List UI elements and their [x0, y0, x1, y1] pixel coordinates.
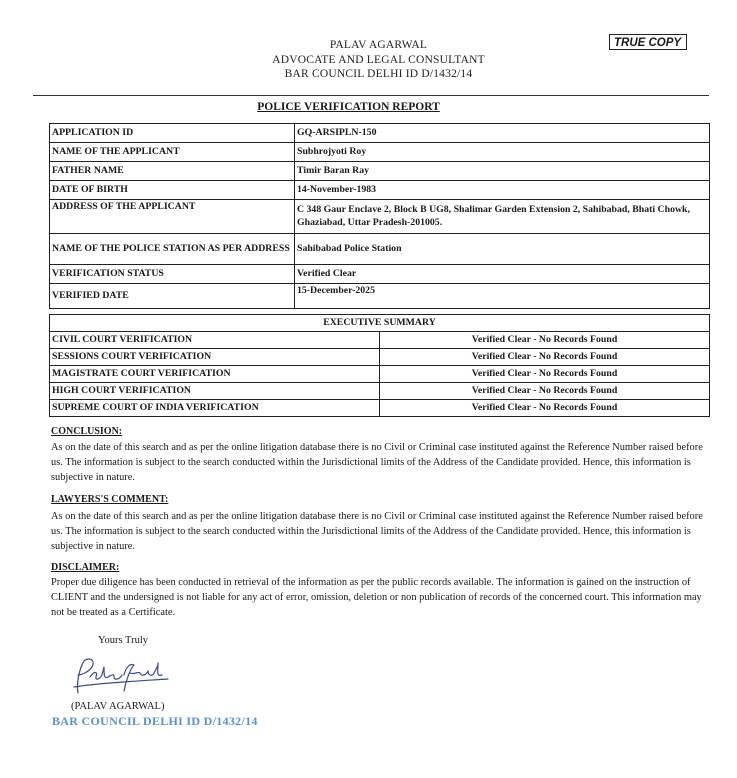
summary-value: Verified Clear - No Records Found [380, 332, 710, 349]
table-row [50, 383, 710, 400]
conclusion-heading: CONCLUSION: [51, 426, 123, 437]
detail-value: Sahibabad Police Station [295, 234, 710, 265]
summary-value: Verified Clear - No Records Found [380, 383, 710, 400]
table-row [50, 332, 710, 349]
summary-label: MAGISTRATE COURT VERIFICATION [50, 366, 380, 383]
table-row [50, 234, 710, 265]
summary-title: EXECUTIVE SUMMARY [50, 315, 710, 332]
detail-label: VERIFIED DATE [50, 284, 295, 309]
applicant-details-table [49, 123, 710, 309]
summary-label: SUPREME COURT OF INDIA VERIFICATION [50, 400, 380, 417]
advocate-designation: ADVOCATE AND LEGAL CONSULTANT [272, 53, 485, 66]
lawyers-comment-text: As on the date of this search and as per the online litigation database there is no Civil or Criminal case instituted against the Reference Number raised before us. The information is subject to the search conducted within the Jurisdictional limits of the Address of the Candidate provided. Hence, this information is subjective in nature. [51, 511, 703, 552]
detail-label: FATHER NAME [50, 162, 295, 181]
detail-label: NAME OF THE POLICE STATION AS PER ADDRESS [50, 234, 295, 265]
detail-value: C 348 Gaur Enclave 2, Block B UG8, Shalimar Garden Extension 2, Sahibabad, Bhati Chowk, Ghaziabad, Uttar Pradesh-201005. [295, 200, 710, 234]
table-row [50, 284, 710, 309]
summary-value: Verified Clear - No Records Found [380, 366, 710, 383]
summary-value: Verified Clear - No Records Found [380, 349, 710, 366]
header-divider [33, 95, 709, 96]
table-row [50, 366, 710, 383]
true-copy-stamp: TRUE COPY [609, 34, 687, 50]
detail-label: ADDRESS OF THE APPLICANT [50, 200, 295, 234]
summary-value: Verified Clear - No Records Found [380, 400, 710, 417]
table-row [50, 143, 710, 162]
detail-value: 14-November-1983 [295, 181, 710, 200]
detail-value: Timir Baran Ray [295, 162, 710, 181]
detail-value: 15-December-2025 [295, 284, 710, 309]
table-row [50, 349, 710, 366]
table-row [50, 400, 710, 417]
executive-summary-table [49, 314, 710, 417]
detail-label: NAME OF THE APPLICANT [50, 143, 295, 162]
lawyers-comment-heading: LAWYERS'S COMMENT: [51, 494, 169, 505]
closing-line: Yours Truly [98, 635, 149, 646]
table-row [50, 124, 710, 143]
letterhead-bar-id: BAR COUNCIL DELHI ID D/1432/14 [284, 68, 473, 80]
table-row [50, 315, 710, 332]
conclusion-text: As on the date of this search and as per the online litigation database there is no Civil or Criminal case instituted against the Reference Number raised before us. The information is subject to the search conducted within the Jurisdictional limits of the Address of the Candidate provided. Hence, this information is subjective in nature. [51, 442, 703, 483]
detail-value: Subhrojyoti Roy [295, 143, 710, 162]
disclaimer-heading: DISCLAIMER: [51, 562, 120, 573]
disclaimer-text: Proper due diligence has been conducted in retrieval of the information as per the public records available. The information is gained on the instruction of CLIENT and the undersigned is not liable for any act of error, omission, deletion or non publication of records of the concerned court. This information may not be treated as a Certificate. [51, 577, 702, 618]
advocate-name: PALAV AGARWAL [329, 39, 428, 51]
signatory-name: (PALAV AGARWAL) [71, 701, 165, 712]
detail-value: Verified Clear [295, 265, 710, 284]
table-row [50, 265, 710, 284]
table-row [50, 200, 710, 234]
summary-label: CIVIL COURT VERIFICATION [50, 332, 380, 349]
signature-image [68, 653, 172, 699]
table-row [50, 162, 710, 181]
detail-value: GQ-ARSIPLN-150 [295, 124, 710, 143]
summary-label: HIGH COURT VERIFICATION [50, 383, 380, 400]
summary-label: SESSIONS COURT VERIFICATION [50, 349, 380, 366]
report-title: POLICE VERIFICATION REPORT [257, 101, 440, 113]
detail-label: APPLICATION ID [50, 124, 295, 143]
table-row [50, 181, 710, 200]
detail-label: VERIFICATION STATUS [50, 265, 295, 284]
detail-label: DATE OF BIRTH [50, 181, 295, 200]
signatory-bar-id: BAR COUNCIL DELHI ID D/1432/14 [52, 714, 258, 728]
